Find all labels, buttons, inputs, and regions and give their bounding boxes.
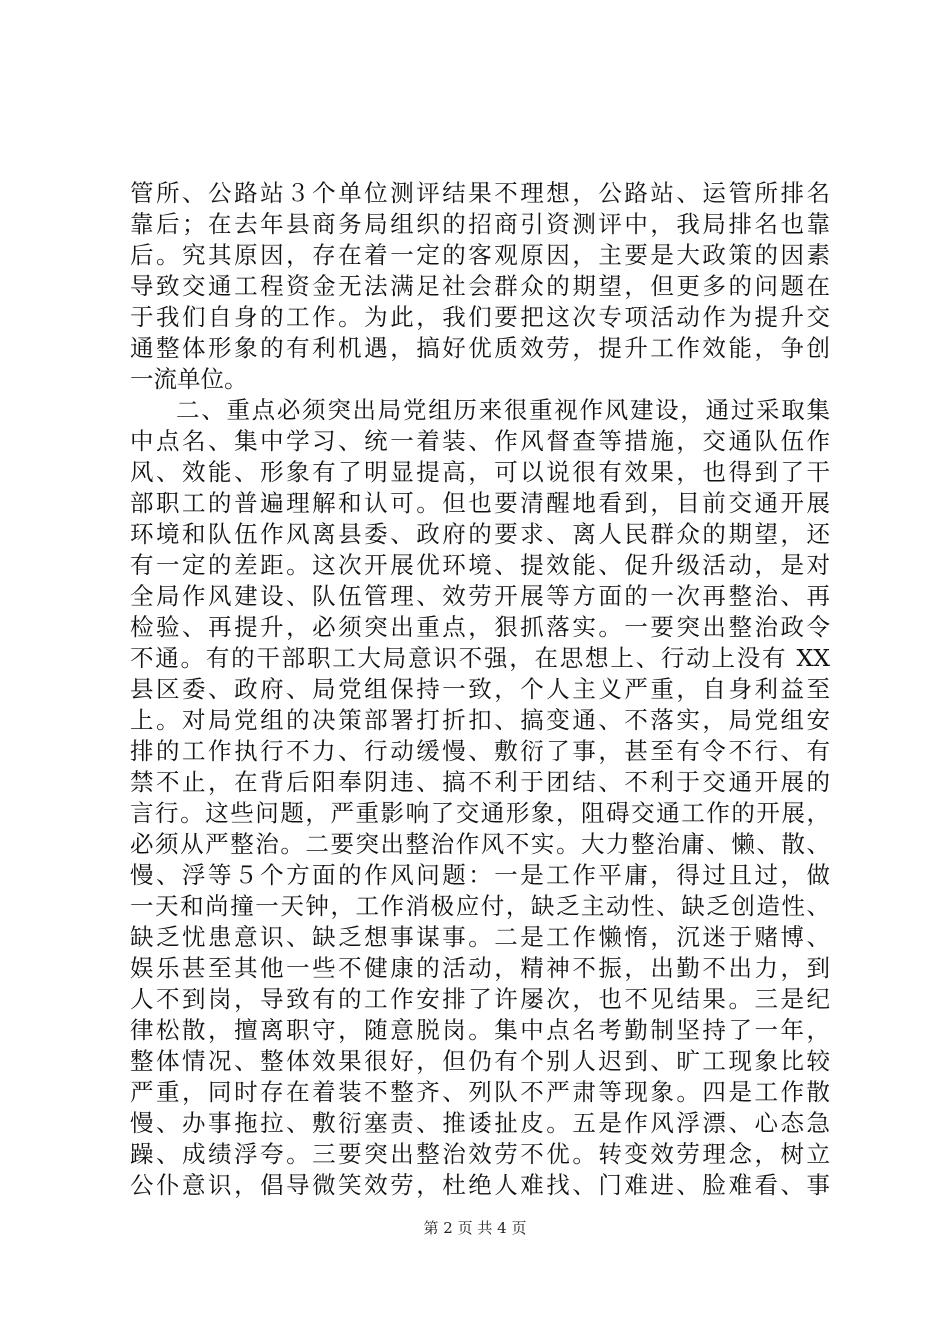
text-line: 环境和队伍作风离县委、政府的要求、离人民群众的期望，还 xyxy=(130,520,830,548)
text-line: 一流单位。 xyxy=(130,365,248,393)
text-line: 娱乐甚至其他一些不健康的活动，精神不振，出勤不出力，到 xyxy=(130,954,830,982)
body-text xyxy=(130,178,830,1201)
text-line: 通整体形象的有利机遇，搞好优质效劳，提升工作效能，争创 xyxy=(130,334,830,362)
text-line: 全局作风建设、队伍管理、效劳开展等方面的一次再整治、再 xyxy=(130,582,830,610)
text-line: 上。对局党组的决策部署打折扣、搞变通、不落实，局党组安 xyxy=(130,706,830,734)
text-line: 禁不止，在背后阳奉阴违、搞不利于团结、不利于交通开展的 xyxy=(130,768,830,796)
text-line: 导致交通工程资金无法满足社会群众的期望，但更多的问题在 xyxy=(130,272,830,300)
paragraph-start-line: 二、重点必须突出局党组历来很重视作风建设，通过采取集 xyxy=(176,396,830,424)
text-line: 慢、办事拖拉、敷衍塞责、推诿扯皮。五是作风浮漂、心态急 xyxy=(130,1109,830,1137)
text-line: 风、效能、形象有了明显提高，可以说很有效果，也得到了干 xyxy=(130,458,830,486)
text-line: 检验、再提升，必须突出重点，狠抓落实。一要突出整治政令 xyxy=(130,613,830,641)
text-line: 不通。有的干部职工大局意识不强，在思想上、行动上没有 XX xyxy=(130,644,830,672)
text-line: 于我们自身的工作。为此，我们要把这次专项活动作为提升交 xyxy=(130,303,830,331)
text-line: 管所、公路站３个单位测评结果不理想，公路站、运管所排名 xyxy=(130,179,830,207)
text-line: 排的工作执行不力、行动缓慢、敷衍了事，甚至有令不行、有 xyxy=(130,737,830,765)
text-line: 一天和尚撞一天钟，工作消极应付，缺乏主动性、缺乏创造性、 xyxy=(130,892,830,920)
text-line: 中点名、集中学习、统一着装、作风督查等措施，交通队伍作 xyxy=(130,427,830,455)
text-line: 缺乏忧患意识、缺乏想事谋事。二是工作懒惰，沉迷于赌博、 xyxy=(130,923,830,951)
text-line: 言行。这些问题，严重影响了交通形象，阻碍交通工作的开展， xyxy=(130,799,830,827)
text-line: 县区委、政府、局党组保持一致，个人主义严重，自身利益至 xyxy=(130,675,830,703)
text-line: 公仆意识，倡导微笑效劳，杜绝人难找、门难进、脸难看、事 xyxy=(130,1171,830,1199)
text-line: 部职工的普遍理解和认可。但也要清醒地看到，目前交通开展 xyxy=(130,489,830,517)
text-line: 慢、浮等５个方面的作风问题：一是工作平庸，得过且过，做 xyxy=(130,861,830,889)
text-line: 必须从严整治。二要突出整治作风不实。大力整治庸、懒、散、 xyxy=(130,830,830,858)
page-number-footer: 第 2 页 共 4 页 xyxy=(423,1219,527,1237)
text-line: 严重，同时存在着装不整齐、列队不严肃等现象。四是工作散 xyxy=(130,1078,830,1106)
text-line: 有一定的差距。这次开展优环境、提效能、促升级活动，是对 xyxy=(130,551,830,579)
text-line: 律松散，擅离职守，随意脱岗。集中点名考勤制坚持了一年， xyxy=(130,1016,830,1044)
text-line: 整体情况、整体效果很好，但仍有个别人迟到、旷工现象比较 xyxy=(130,1047,830,1075)
text-line: 躁、成绩浮夸。三要突出整治效劳不优。转变效劳理念，树立 xyxy=(130,1140,830,1168)
text-line: 后。究其原因，存在着一定的客观原因，主要是大政策的因素 xyxy=(130,241,830,269)
text-line: 靠后；在去年县商务局组织的招商引资测评中，我局排名也靠 xyxy=(130,210,830,238)
text-line: 人不到岗，导致有的工作安排了许屡次，也不见结果。三是纪 xyxy=(130,985,830,1013)
